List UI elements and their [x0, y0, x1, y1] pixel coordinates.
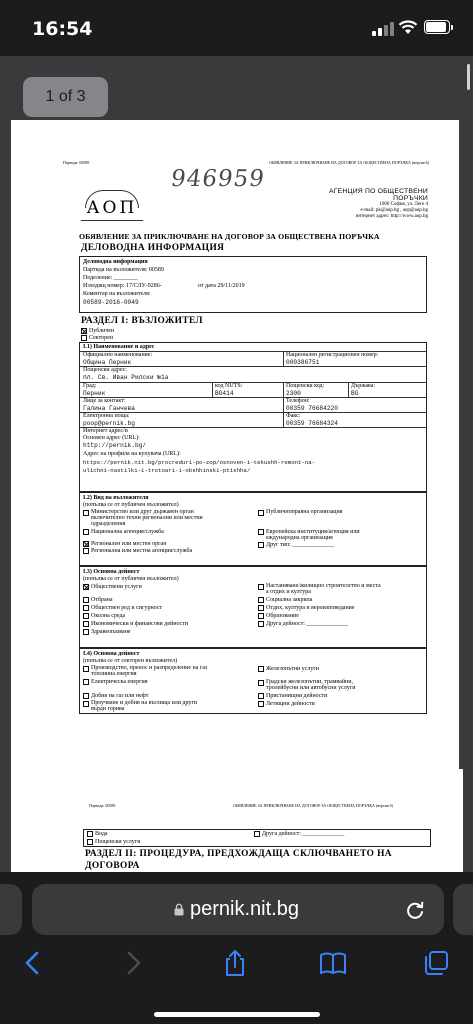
- previous-tab-peek[interactable]: [0, 884, 22, 935]
- s13-r-2: Отдих, култура и вероизповедание: [266, 605, 355, 611]
- s13-r-housing-1: Настаняване/жилищно строителство и места: [266, 583, 381, 589]
- nuts-value: BG414: [215, 390, 234, 397]
- s13-heading: I.3) Основна дейност: [83, 569, 140, 575]
- s14-l-coal-2: върди горива: [91, 706, 125, 712]
- checkbox-defence: [83, 597, 89, 603]
- checkbox-railway: [258, 666, 264, 672]
- s13-opt-2: Обществен ред и сигурност: [91, 605, 163, 611]
- battery-icon: [424, 20, 450, 34]
- s13-opt-4: Икономически и финансови дейности: [91, 621, 189, 627]
- s12-heading: I.2) Вид на възложителя: [83, 495, 149, 501]
- s14-l-gas-1: Производство, пренос и разпределение на газ: [91, 665, 208, 671]
- option-public: Публичен: [89, 328, 115, 334]
- contact-value: Галина Ганчева: [83, 405, 135, 412]
- checkbox-postal: [87, 839, 93, 845]
- fax-label: Факс:: [286, 413, 301, 419]
- official-name-label: Официално наименование:: [83, 352, 153, 358]
- section-1-3-box: [79, 566, 427, 648]
- postcode-label: Пощенски код:: [286, 383, 325, 389]
- checkbox-public-services: [83, 584, 89, 590]
- s12-opt-regional-agency: Регионална или местна агенция/служба: [91, 548, 193, 554]
- email-label: Електронна поща:: [83, 413, 130, 419]
- home-indicator[interactable]: [154, 1012, 320, 1017]
- checkbox-social: [258, 597, 264, 603]
- checkbox-urban-transport: [258, 680, 264, 686]
- records-date: от дата 29/11/2019: [198, 283, 245, 289]
- records-partida: Партида на възложителя: 00589: [83, 267, 164, 273]
- checkbox-other-type: [258, 542, 264, 548]
- s13-opt-0: Обществени услуги: [91, 584, 142, 590]
- postcode-value: 2300: [286, 390, 301, 397]
- s14-r-3: Летищни дейности: [266, 701, 315, 707]
- checkbox-national-agency: [83, 529, 89, 535]
- checkbox-other-activity: [258, 621, 264, 627]
- page2-options-box: [83, 829, 431, 847]
- country-value: BG: [351, 390, 359, 397]
- browser-nav-row: [0, 942, 473, 982]
- address-label: Пощенски адрес:: [83, 367, 127, 373]
- s14-r-urban-1: Градски железопътни, трамвайни,: [266, 679, 353, 685]
- checkbox-coal: [83, 701, 89, 707]
- checkbox-environment: [83, 613, 89, 619]
- back-icon[interactable]: [18, 948, 48, 978]
- checkbox-economic: [83, 621, 89, 627]
- profile-url-line1: https://pernik.nit.bg/procreduri-po-zop/osnoven-i-tekushh-remont-na-: [83, 459, 316, 466]
- tabs-icon[interactable]: [421, 948, 451, 978]
- s11-heading: I.1) Наименование и адрес: [83, 344, 155, 350]
- status-bar: [0, 0, 473, 56]
- main-url-label: Основен адрес (URL):: [83, 435, 140, 441]
- checkbox-gas-heat: [83, 666, 89, 672]
- s14-heading: I.4) Основна дейност: [83, 651, 140, 657]
- page2-header-right: ОБЯВЛЕНИЕ ЗА ПРИКЛЮЧВАНЕ НА ДОГОВОР ЗА ОБЩЕСТВЕНА ПОРЪЧКА (версия 6): [233, 803, 393, 808]
- phone-label: Телефон:: [286, 398, 310, 404]
- checkbox-public: [81, 328, 87, 334]
- s14-l-1: Електрическа енергия: [91, 679, 148, 685]
- bookmarks-icon[interactable]: [318, 948, 348, 978]
- s12-opt-ministry-2: включително техни регионални или местни: [91, 515, 203, 521]
- s12-opt-other: Друг тип: ______________: [266, 542, 335, 548]
- s12-note: (попълва се от публичен възложител): [83, 502, 179, 508]
- section1-heading: РАЗДЕЛ I: ВЪЗЛОЖИТЕЛ: [81, 316, 203, 326]
- s12-opt-eu-2: еждународна организация: [266, 535, 333, 541]
- scroll-indicator[interactable]: [467, 64, 470, 90]
- records-comment-label: Коментар на възложителя:: [83, 291, 151, 297]
- cellular-signal-icon: [372, 22, 394, 36]
- internet-label: Интернет адрес/и: [83, 428, 128, 434]
- wifi-icon: [398, 19, 418, 35]
- status-time: 16:54: [32, 18, 93, 40]
- s13-r-housing-2: а отдих и култура: [266, 589, 311, 595]
- page2-opt-other: Друга дейност: ______________: [262, 831, 345, 837]
- s13-opt-5: Здравеопазване: [91, 629, 131, 635]
- checkbox-housing: [258, 584, 264, 590]
- agency-name: АГЕНЦИЯ ПО ОБЩЕСТВЕНИ ПОРЪЧКИ: [329, 188, 428, 202]
- official-name-value: Община Перник: [83, 359, 132, 366]
- checkbox-regional-body: [83, 541, 89, 547]
- s13-note: (попълва се от публичен възложител): [83, 576, 179, 582]
- pdf-viewer[interactable]: [0, 56, 473, 872]
- page2-opt-postal: Пощенски услуги: [95, 839, 141, 845]
- next-tab-peek[interactable]: [453, 884, 473, 935]
- s14-r-2: Пристанищни дейности: [266, 693, 328, 699]
- checkbox-other-activity-2: [254, 831, 260, 837]
- reload-icon[interactable]: [404, 899, 426, 921]
- s14-r-urban-2: тролейбусни или автобусни услуги: [266, 685, 356, 691]
- s13-r-4: Друга дейност: ______________: [266, 621, 349, 627]
- records-box-heading: Деловодна информация: [83, 259, 148, 265]
- profile-url-line2: ulichni-nastilki-i-trotoari-i-obshhinski-ptishha/: [83, 467, 251, 474]
- main-url-value: http://pernik.bg/: [83, 442, 147, 449]
- checkbox-ministry: [83, 510, 89, 516]
- aop-logo: АОП: [77, 190, 147, 228]
- s12-opt-regional-body: Регионален или местен орган: [91, 541, 167, 547]
- agency-website: интернет адрес: http://www.aop.bg: [355, 214, 428, 220]
- records-box: [79, 256, 427, 313]
- address-bar[interactable]: [32, 884, 444, 935]
- checkbox-eu-institution: [258, 529, 264, 535]
- s12-opt-public-law: Публичноправна организация: [266, 509, 343, 515]
- records-heading: ДЕЛОВОДНА ИНФОРМАЦИЯ: [81, 243, 225, 253]
- email-value: poop@pernik.bg: [83, 420, 135, 427]
- records-comment-value: 00589-2016-0049: [83, 299, 139, 306]
- checkbox-airports: [258, 701, 264, 707]
- reg-no-value: 000386751: [286, 359, 320, 366]
- s12-opt-eu-1: Европейска институция/агенция или: [266, 529, 360, 535]
- checkbox-ports: [258, 693, 264, 699]
- section-1-1-box: [79, 342, 427, 492]
- handwritten-number: 946959: [169, 166, 267, 192]
- browser-toolbar: [0, 872, 473, 1024]
- checkbox-water: [87, 831, 93, 837]
- s12-opt-national-agency: Национална агенция/служба: [91, 529, 164, 535]
- checkbox-recreation: [258, 605, 264, 611]
- s14-l-coal-1: Проучване и добив на въглища или други: [91, 700, 198, 706]
- contact-label: Лице за контакт:: [83, 398, 126, 404]
- option-sectoral: Секторен: [89, 335, 113, 341]
- section-1-2-box: [79, 492, 427, 566]
- agency-address: 1000 София, ул. Леге 4: [379, 202, 428, 207]
- checkbox-public-order: [83, 605, 89, 611]
- city-value: Перник: [83, 390, 106, 397]
- s12-opt-ministry-1: Министерство или друг държавен орган: [91, 509, 194, 515]
- reg-no-label: Национален регистрационен номер:: [286, 352, 379, 358]
- city-label: Град:: [83, 383, 97, 389]
- phone-value: 00359 76684220: [286, 405, 338, 412]
- checkbox-public-law: [258, 510, 264, 516]
- country-label: Държава:: [351, 383, 376, 389]
- records-outgoing: Изходящ номер: 17/СЛУ-9286-: [83, 283, 162, 289]
- s13-opt-3: Околна среда: [91, 613, 126, 619]
- s13-r-1: Социална закрила: [266, 597, 313, 603]
- s12-opt-ministry-3: одразделения: [91, 521, 126, 527]
- s14-l-2: Добив на газ или нефт: [91, 693, 149, 699]
- s13-opt-1: Отбрана: [91, 597, 113, 603]
- url-text[interactable]: pernik.nit.bg: [190, 898, 299, 920]
- document-title: ОБЯВЛЕНИЕ ЗА ПРИКЛЮЧВАНЕ НА ДОГОВОР ЗА ОБЩЕСТВЕНА ПОРЪЧКА: [79, 232, 380, 241]
- share-icon[interactable]: [220, 948, 250, 978]
- checkbox-health: [83, 629, 89, 635]
- checkbox-electricity: [83, 679, 89, 685]
- records-division: Поделение: ________: [83, 275, 138, 281]
- checkbox-education: [258, 613, 264, 619]
- forward-icon[interactable]: [118, 948, 148, 978]
- section2-heading-line2: ДОГОВОРА: [85, 861, 140, 871]
- agency-email: e-mail: pk@aop.bg , aop@aop.bg: [360, 208, 428, 214]
- s14-note: (попълва се от секторен възложител): [83, 658, 178, 664]
- section-1-4-box: [79, 648, 427, 714]
- checkbox-regional-agency: [83, 548, 89, 554]
- section2-heading-line1: РАЗДЕЛ II: ПРОЦЕДУРА, ПРЕДХОЖДАЩА СКЛЮЧВАНЕТО НА: [85, 849, 392, 859]
- agency-block: [293, 188, 428, 221]
- profile-url-label: Адрес на профила на купувача (URL):: [83, 451, 181, 457]
- s14-l-gas-2: топлинна енергия: [91, 671, 137, 677]
- page2-header-left: Партида: 00589: [89, 803, 116, 808]
- lock-icon: [174, 903, 184, 916]
- s14-r-0: Железопътни услуги: [266, 666, 319, 672]
- address-value: пл. Св. Иван Рилски №1а: [83, 374, 169, 381]
- pdf-page-1: [11, 120, 459, 816]
- checkbox-oil-gas: [83, 693, 89, 699]
- pdf-page-2: [11, 769, 463, 872]
- page2-opt-water: Вода: [95, 831, 108, 837]
- page-header-right: ОБЯВЛЕНИЕ ЗА ПРИКЛЮЧВАНЕ НА ДОГОВОР ЗА ОБЩЕСТВЕНА ПОРЪЧКА (версия 6): [269, 160, 429, 165]
- nuts-label: код NUTS:: [215, 383, 243, 389]
- s13-r-3: Образование: [266, 613, 299, 619]
- fax-value: 00359 76684324: [286, 420, 338, 427]
- page-indicator: 1 of 3: [23, 77, 108, 117]
- page-header-left: Партида: 00589: [63, 160, 90, 165]
- checkbox-sectoral: [81, 335, 87, 341]
